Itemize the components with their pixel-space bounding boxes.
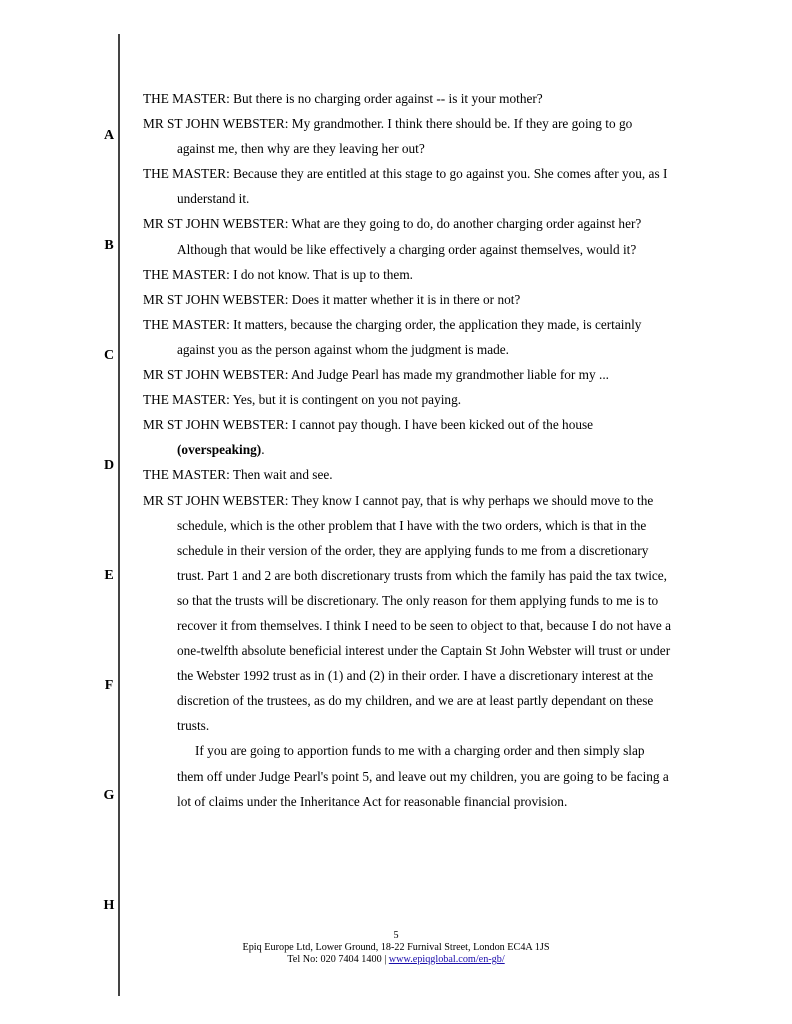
continuation-paragraph: If you are going to apportion funds to me with a charging order and then simply slap them off under Judge Pearl's point 5, and leave out my children, you are going to be facing a lot of claims under the Inheritance Act for reasonable financial provision. — [177, 743, 669, 809]
turn-text: Does it matter whether it is in there or not? — [291, 291, 521, 307]
margin-letter-c: C — [103, 348, 115, 363]
speaker-label: THE MASTER: — [143, 91, 230, 106]
transcript-turn — [143, 111, 673, 161]
speaker-label: MR ST JOHN WEBSTER: — [143, 417, 289, 433]
speaker-label: MR ST JOHN WEBSTER: — [143, 367, 289, 383]
turn-text: Then wait and see. — [232, 467, 333, 483]
transcript-turn — [143, 86, 673, 111]
turn-text: They know I cannot pay, that is why perhaps we should move to the schedule, which is the other problem that I have with the two orders, which is that in the schedule in their version of the order, they are applying funds to me from a discretionary trust. Part 1 and 2 are both discretionary trusts from which the family has paid the tax twice, so that the trusts will be discretionary. The only reason for them applying funds to me is to recover it from themselves. I think I need to be seen to object to that, because I do not have a one-twelfth absolute beneficial interest under the Captain St John Webster will trust or under the Webster 1992 trust as in (1) and (2) in their order. I have a discretionary interest at the discretion of the trustees, as do my children, and we are at least partly dependant on these trusts. — [177, 492, 672, 734]
margin-letter-a: A — [103, 128, 115, 143]
turn-text: I do not know. That is up to them. — [233, 266, 414, 282]
speaker-label: THE MASTER: — [143, 266, 230, 282]
page-footer — [0, 930, 792, 966]
footer-address: Epiq Europe Ltd, Lower Ground, 18-22 Furnival Street, London EC4A 1JS — [242, 942, 550, 953]
turn-text: Yes, but it is contingent on you not paying. — [232, 392, 462, 408]
transcript-turn — [143, 262, 673, 287]
transcript-turn — [143, 161, 673, 211]
speaker-label: THE MASTER: — [143, 166, 230, 182]
transcript-turn — [143, 312, 673, 362]
speaker-label: THE MASTER: — [143, 392, 230, 408]
transcript-turn — [143, 412, 673, 462]
turn-text: My grandmother. I think there should be. If they are going to go against me, then why are they leaving her out? — [177, 116, 633, 157]
footer-website-link[interactable]: www.epiqglobal.com/en-gb/ — [388, 954, 505, 965]
speaker-label: MR ST JOHN WEBSTER: — [143, 492, 289, 508]
speaker-label: MR ST JOHN WEBSTER: — [143, 216, 289, 232]
turn-text: But there is no charging order against -- is it your mother? — [233, 91, 543, 106]
turn-text: What are they going to do, do another charging order against her? Although that would be like effectively a charging order against themselves, would it? — [177, 216, 642, 257]
margin-letter-g: G — [103, 788, 115, 803]
margin-letter-h: H — [103, 898, 115, 913]
footer-tel: Tel No: 020 7404 1400 | — [287, 954, 389, 965]
speaker-label: THE MASTER: — [143, 467, 230, 483]
transcript-turn — [143, 462, 673, 487]
margin-letter-d: D — [103, 458, 115, 473]
speaker-label: MR ST JOHN WEBSTER: — [143, 291, 289, 307]
turn-text: It matters, because the charging order, the application they made, is certainly against you as the person against whom the judgment is made. — [177, 316, 642, 357]
overspeaking-note: (overspeaking) — [177, 442, 262, 458]
margin-rule — [118, 34, 120, 996]
turn-text: Because they are entitled at this stage to go against you. She comes after you, as I understand it. — [177, 166, 668, 207]
page-number: 5 — [393, 930, 399, 941]
transcript-turn — [143, 362, 673, 387]
margin-letter-f: F — [104, 678, 114, 693]
transcript-turn — [143, 211, 673, 261]
transcript-turn — [143, 287, 673, 312]
turn-text-end: . — [261, 442, 265, 458]
transcript-turn — [143, 387, 673, 412]
speaker-label: MR ST JOHN WEBSTER: — [143, 116, 289, 132]
transcript-body — [143, 86, 673, 814]
turn-text: And Judge Pearl has made my grandmother liable for my ... — [291, 367, 609, 383]
margin-letter-b: B — [104, 238, 114, 253]
footer-contact — [0, 954, 792, 966]
speaker-label: THE MASTER: — [143, 316, 230, 332]
margin-letter-e: E — [104, 568, 114, 583]
transcript-turn — [143, 488, 673, 739]
turn-text: I cannot pay though. I have been kicked out of the house — [291, 417, 594, 433]
